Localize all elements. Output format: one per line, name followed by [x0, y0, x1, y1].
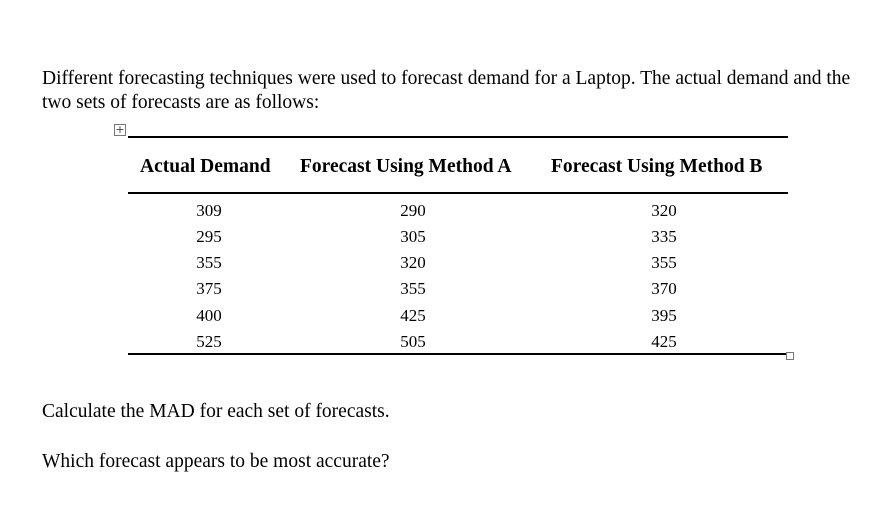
table-cell: 305 — [400, 227, 426, 246]
table-cell: 335 — [651, 227, 677, 246]
table-cell: 355 — [400, 279, 426, 298]
table-cell: 320 — [400, 253, 426, 272]
table-cell: 355 — [196, 253, 222, 272]
table-bottom-border — [128, 353, 788, 355]
table-cell: 370 — [651, 279, 677, 298]
table-move-handle-icon[interactable]: + — [115, 123, 125, 136]
table-header-border — [128, 192, 788, 194]
table-cell: 320 — [651, 201, 677, 220]
table-cell: 290 — [400, 201, 426, 220]
table-cell: 425 — [651, 332, 677, 351]
table-cell: 400 — [196, 306, 222, 325]
table-top-border — [128, 136, 788, 138]
table-cell: 355 — [651, 253, 677, 272]
question-accuracy: Which forecast appears to be most accurate? — [42, 451, 390, 472]
table-cell: 425 — [400, 306, 426, 325]
question-mad: Calculate the MAD for each set of forecasts. — [42, 401, 390, 422]
table-cell: 375 — [196, 279, 222, 298]
table-resize-handle-icon[interactable] — [786, 352, 794, 360]
table-cell: 309 — [196, 201, 222, 220]
table-cell: 395 — [651, 306, 677, 325]
header-method-a: Forecast Using Method A — [300, 156, 512, 177]
header-actual-demand: Actual Demand — [140, 156, 271, 177]
table-cell: 295 — [196, 227, 222, 246]
intro-paragraph: Different forecasting techniques were used to forecast demand for a Laptop. The actual demand and the two sets of forecasts are as follows: — [42, 68, 851, 113]
table-cell: 525 — [196, 332, 222, 351]
table-cell: 505 — [400, 332, 426, 351]
header-method-b: Forecast Using Method B — [551, 156, 763, 177]
